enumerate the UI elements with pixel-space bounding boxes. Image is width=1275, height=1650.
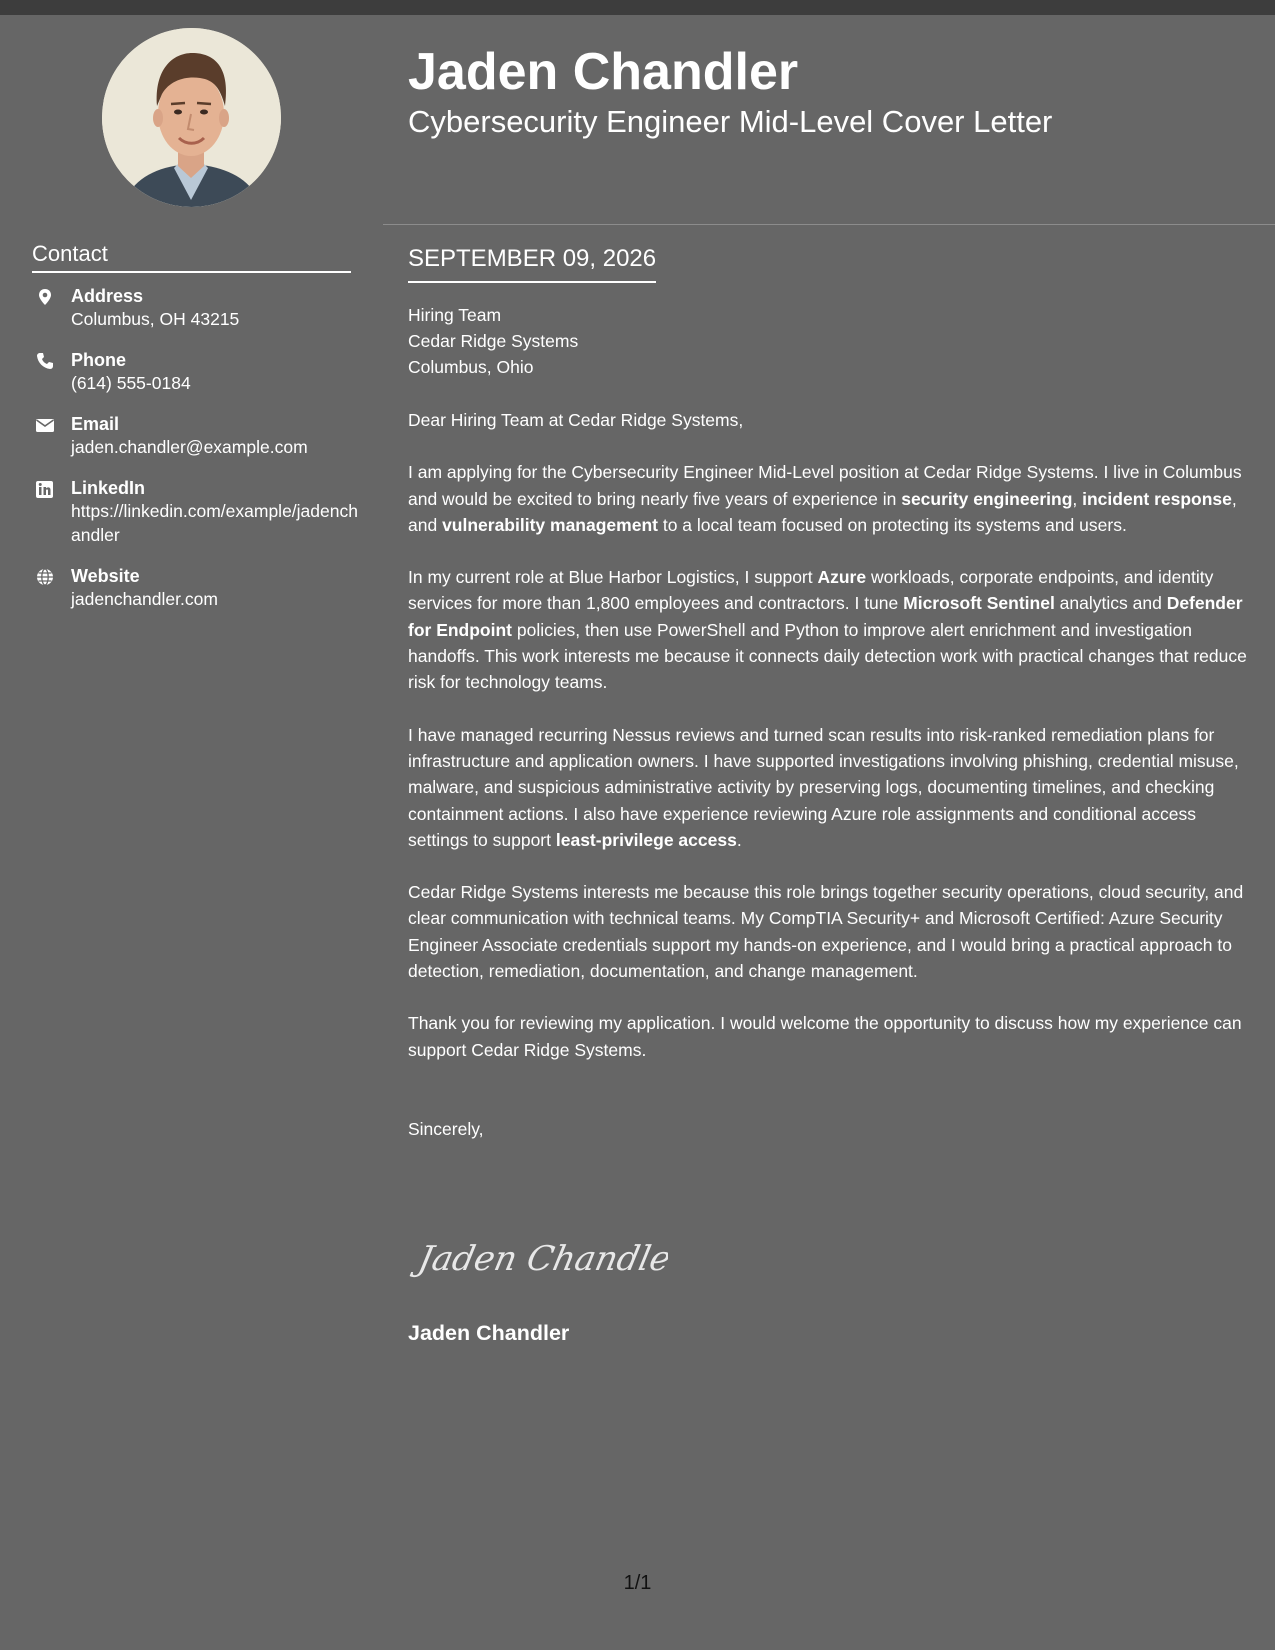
emphasized-text: Azure — [817, 567, 867, 588]
applicant-name: Jaden Chandler — [408, 43, 799, 101]
contact-item-linkedin — [32, 477, 362, 547]
recipient-line: Hiring Team — [408, 305, 502, 325]
contact-item-address — [32, 285, 362, 331]
salutation: Dear Hiring Team at Cedar Ridge Systems, — [408, 410, 744, 430]
paragraph-text: analytics and — [1054, 593, 1167, 614]
closing: Sincerely, — [408, 1118, 484, 1139]
contact-value[interactable]: jaden.chandler@example.com — [71, 437, 308, 457]
emphasized-text: security engineering — [901, 488, 1073, 509]
signature — [408, 1226, 668, 1286]
map-pin-icon — [36, 288, 54, 306]
document-subtitle: Cybersecurity Engineer Mid-Level Cover Letter — [408, 104, 1053, 139]
emphasized-text: least-privilege access — [555, 829, 737, 850]
paragraph-text: . — [736, 829, 742, 850]
contact-value[interactable]: jadenchandler.com — [71, 589, 218, 609]
emphasized-text: Microsoft Sentinel — [903, 593, 1055, 614]
page-number: 1/1 — [623, 1572, 652, 1594]
letter-paragraph — [408, 722, 1253, 853]
contact-item-phone — [32, 349, 362, 395]
phone-icon — [36, 352, 54, 370]
letter-date: SEPTEMBER 09, 2026 — [408, 244, 656, 283]
envelope-icon — [36, 416, 54, 434]
letter-paragraphs — [408, 459, 1253, 1063]
paragraph-text: , — [1072, 488, 1083, 509]
contact-label: Phone — [71, 350, 127, 370]
printed-name: Jaden Chandler — [408, 1321, 570, 1345]
paragraph-text: Thank you for reviewing my application. I would welcome the opportunity to discuss how my experience can support Cedar Ridge Systems. — [408, 1013, 1242, 1060]
contact-item-email — [32, 413, 362, 459]
paragraph-text: I have managed recurring Nessus reviews and turned scan results into risk-ranked remediation plans for infrastructure and application owners. I have supported investigations involving phishing, credential misuse, malware, and suspicious administrative activity by preserving logs, documenting timelines, and checking containment actions. I also have experience reviewing Azure role assignments and conditional access settings to support — [408, 724, 1239, 850]
contact-label: LinkedIn — [71, 478, 146, 498]
letter-paragraph — [408, 459, 1253, 538]
linkedin-icon — [36, 480, 54, 498]
contact-heading: Contact — [32, 241, 351, 273]
profile-photo — [102, 28, 281, 207]
paragraph-text: , and — [408, 488, 1237, 535]
contact-label: Address — [71, 286, 144, 306]
paragraph-text: workloads, corporate endpoints, and identity services for more than 1,800 employees and contractors. I tune — [408, 567, 1214, 614]
letter-paragraph — [408, 879, 1253, 984]
contact-label: Email — [71, 414, 120, 434]
paragraph-text: Cedar Ridge Systems interests me because this role brings together security operations, cloud security, and clear communication with technical teams. My CompTIA Security+ and Microsoft Certified: Azure Security Engineer Associate credentials support my hands-on experience, and I would bring a practical approach to detection, remediation, documentation, and change management. — [408, 882, 1244, 982]
contact-value: Columbus, OH 43215 — [71, 309, 240, 329]
contact-value: (614) 555-0184 — [71, 373, 191, 393]
contact-item-website — [32, 565, 362, 611]
contact-label: Website — [71, 566, 140, 586]
globe-icon — [36, 568, 54, 586]
letter-body — [408, 302, 1253, 1142]
header-divider — [383, 224, 1275, 225]
contact-list — [32, 285, 362, 629]
paragraph-text: I am applying for the Cybersecurity Engineer Mid-Level position at Cedar Ridge Systems. I live in Columbus and would be excited to bring nearly five years of experience in — [408, 462, 1242, 509]
recipient-block — [408, 302, 1253, 380]
recipient-line: Cedar Ridge Systems — [408, 331, 579, 351]
top-bar — [0, 0, 1275, 15]
letter-paragraph — [408, 564, 1253, 695]
emphasized-text: vulnerability management — [442, 514, 658, 535]
paragraph-text: to a local team focused on protecting its systems and users. — [657, 514, 1127, 535]
paragraph-text: policies, then use PowerShell and Python to improve alert enrichment and investigation handoffs. This work interests me because it connects daily detection work with practical changes that reduce risk for technology teams. — [408, 619, 1247, 693]
contact-value[interactable]: https://linkedin.com/example/jadenchandler — [71, 501, 358, 545]
signature-text: Jaden Chandler — [414, 1239, 668, 1279]
letter-paragraph — [408, 1010, 1253, 1063]
recipient-line: Columbus, Ohio — [408, 357, 534, 377]
emphasized-text: incident response — [1082, 488, 1232, 509]
paragraph-text: In my current role at Blue Harbor Logistics, I support — [408, 567, 818, 588]
emphasized-text: Defender for Endpoint — [408, 593, 1243, 640]
